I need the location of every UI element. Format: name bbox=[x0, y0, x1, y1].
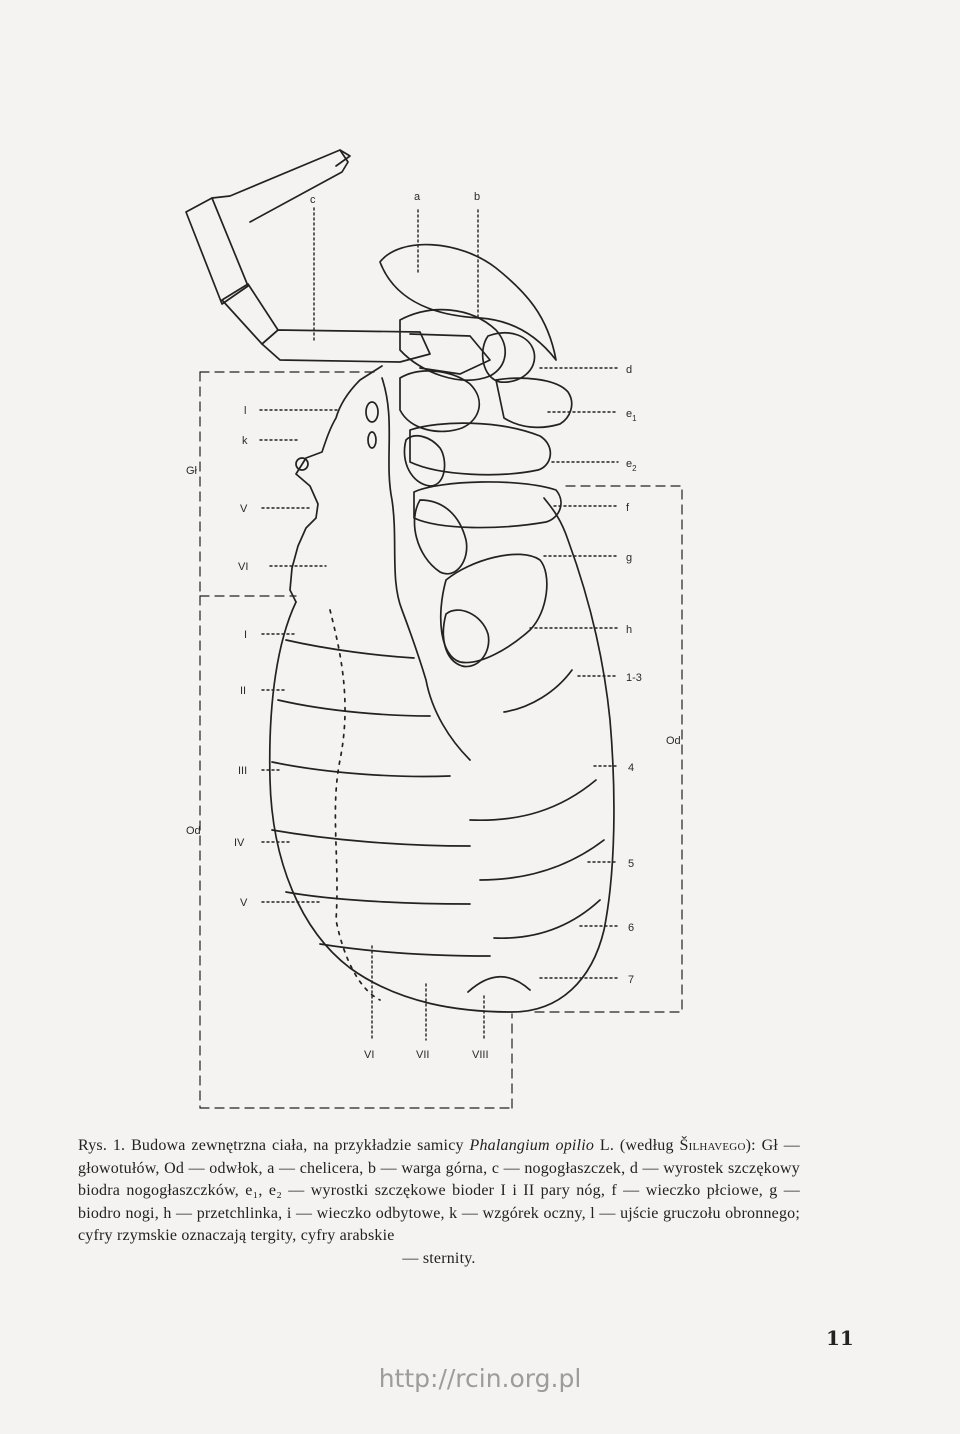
label-tergite-VII: VII bbox=[416, 1049, 430, 1061]
label-e2-sub: 2 bbox=[632, 464, 637, 473]
label-abdomen-left: Od bbox=[186, 825, 201, 837]
label-a: a bbox=[414, 191, 421, 203]
label-sternite-4: 4 bbox=[628, 762, 635, 774]
leader-lines bbox=[260, 208, 618, 1040]
tergite-lines bbox=[272, 640, 604, 992]
figure-caption bbox=[78, 1135, 800, 1271]
label-tergite-VIII: VIII bbox=[472, 1049, 489, 1061]
label-b: b bbox=[474, 191, 481, 203]
caption-tail: — sternity. bbox=[402, 1249, 476, 1267]
label-sternite-6: 6 bbox=[628, 922, 635, 934]
bracket-lines bbox=[200, 372, 682, 1108]
label-V-head: V bbox=[240, 503, 248, 515]
label-k: k bbox=[242, 435, 248, 447]
label-sternites-1-3: 1-3 bbox=[626, 672, 642, 684]
caption-author: Šilhavego bbox=[679, 1137, 746, 1154]
coxae bbox=[400, 371, 572, 667]
label-e1-main: e bbox=[626, 408, 633, 420]
label-g: g bbox=[626, 552, 633, 564]
label-tergite-V: V bbox=[240, 897, 248, 909]
label-sternite-5: 5 bbox=[628, 858, 635, 870]
pedipalp bbox=[186, 150, 490, 374]
page-number: 11 bbox=[826, 1326, 854, 1350]
sternum bbox=[382, 378, 470, 760]
figure-labels bbox=[186, 191, 681, 1061]
label-h: h bbox=[626, 624, 633, 636]
abdomen-outline bbox=[270, 498, 614, 1012]
label-cephalothorax: Gł bbox=[186, 465, 197, 477]
label-sternite-7: 7 bbox=[628, 974, 635, 986]
caption-species: Phalangium opilio bbox=[469, 1137, 595, 1154]
label-tergite-VI: VI bbox=[364, 1049, 375, 1061]
cephalothorax-outline bbox=[290, 366, 382, 602]
label-f: f bbox=[626, 502, 630, 514]
chelicera bbox=[380, 245, 556, 383]
label-d: d bbox=[626, 364, 633, 376]
gland-opening-2 bbox=[368, 432, 376, 448]
label-tergite-III: III bbox=[238, 765, 248, 777]
label-tergite-I: I bbox=[244, 629, 248, 641]
label-VI-head: VI bbox=[238, 561, 249, 573]
caption-lead: Rys. 1. Budowa zewnętrzna ciała, na przykładzie samicy bbox=[78, 1137, 470, 1154]
label-e1-sub: 1 bbox=[632, 414, 637, 423]
caption-body: ): Gł — głowotułów, Od — odwłok, a — chelicera, b — warga górna, c — nogogłaszczek, d — wyrostek szczękowy biodra nogogłaszczków, e₁, e₂ — wyrostki szczękowe bioder I i II pary nóg, f — wieczko płciowe, g — biodro nogi, h — przetchlinka, i — wieczko odbytowe, k — wzgórek oczny, l — ujście gruczołu obronnego; cyfry rzymskie oznaczają tergity, cyfry arabskie bbox=[78, 1137, 800, 1245]
label-e1 bbox=[626, 408, 637, 423]
label-abdomen-right: Od bbox=[666, 735, 681, 747]
label-tergite-IV: IV bbox=[234, 837, 245, 849]
label-l: l bbox=[244, 405, 247, 417]
caption-after-species: L. (według bbox=[594, 1137, 680, 1154]
label-tergite-II: II bbox=[240, 685, 247, 697]
dotted-midline bbox=[330, 610, 380, 1000]
label-e2 bbox=[626, 458, 637, 473]
gland-opening bbox=[366, 402, 378, 422]
label-c: c bbox=[310, 194, 316, 206]
label-e2-main: e bbox=[626, 458, 633, 470]
footer-url[interactable]: http://rcin.org.pl bbox=[378, 1364, 582, 1393]
